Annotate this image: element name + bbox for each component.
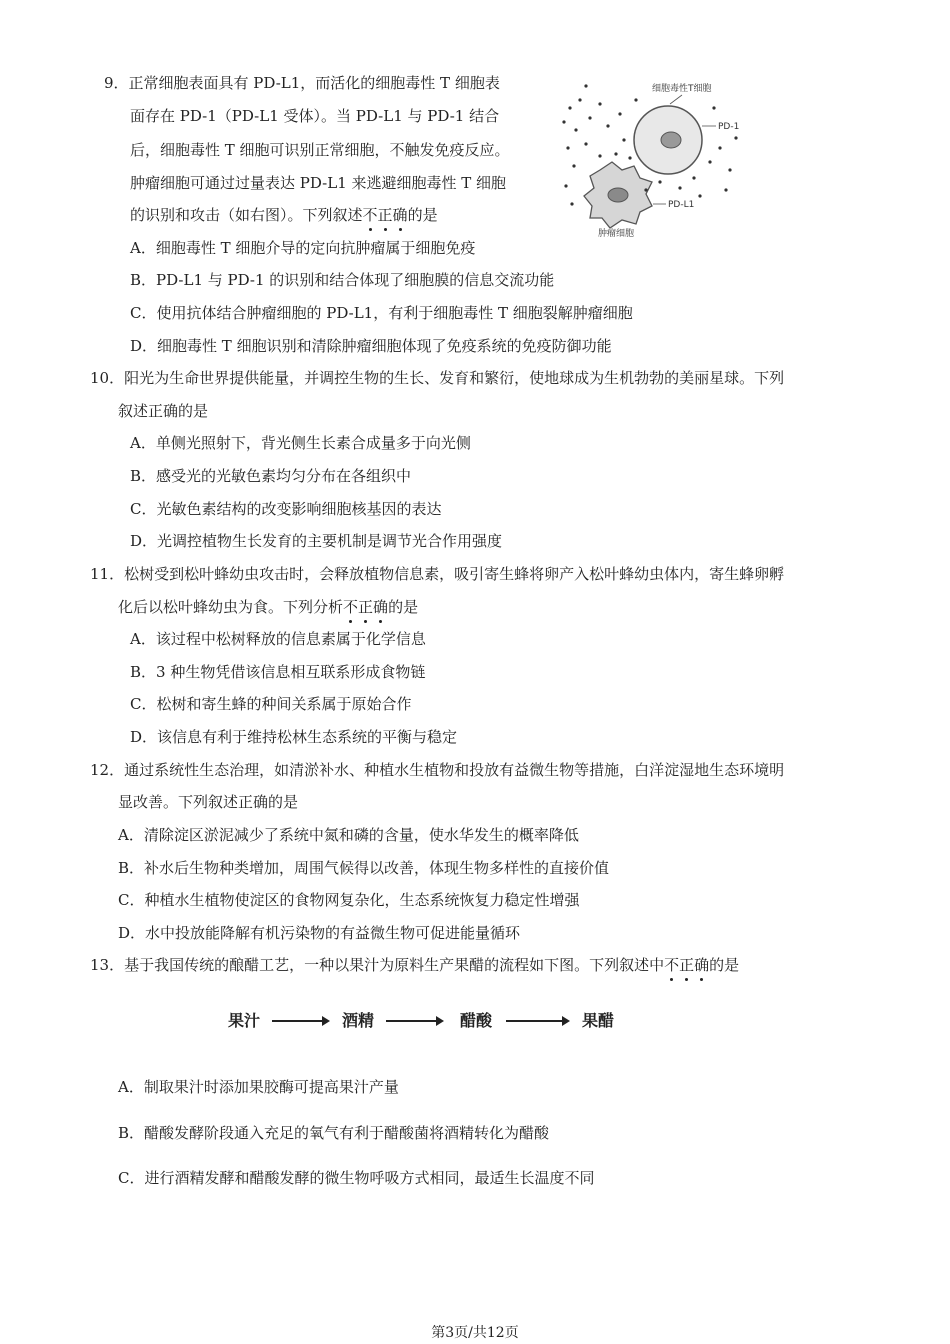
q11-option-d: D．该信息有利于维持松林生态系统的平衡与稳定 [130, 728, 458, 746]
q11-option-b: B．3 种生物凭借该信息相互联系形成食物链 [130, 663, 426, 681]
emphasis-char: 确 [694, 956, 710, 974]
pd1-label: PD-1 [718, 122, 740, 132]
q10-stem-line-2: 叙述正确的是 [118, 402, 209, 420]
q9-figure-svg [560, 78, 750, 238]
pdl1-label: PD-L1 [668, 200, 695, 210]
q10-option-c: C．光敏色素结构的改变影响细胞核基因的表达 [130, 500, 442, 518]
q10-stem-line-1: 10．阳光为生命世界提供能量，并调控生物的生长、发育和繁衍，使地球成为生机勃勃的美丽星球。下列 [90, 369, 785, 387]
q12-stem-line-1: 12．通过系统性生态治理，如清淤补水、种植水生植物和投放有益微生物等措施，白洋淀湿地生态环境明 [90, 761, 785, 779]
emphasis-char: 正 [377, 206, 393, 224]
flow-step-alcohol: 酒精 [342, 1011, 375, 1030]
q13-emphasis [664, 956, 709, 974]
emphasis-char: 确 [373, 598, 389, 616]
flow-step-juice: 果汁 [228, 1011, 261, 1030]
q12-option-b: B．补水后生物种类增加，周围气候得以改善，体现生物多样性的直接价值 [118, 859, 610, 877]
q10-option-b: B．感受光的光敏色素均匀分布在各组织中 [130, 467, 412, 485]
q12-option-a: A．清除淀区淤泥减少了系统中氮和磷的含量，使水华发生的概率降低 [118, 826, 579, 844]
q9-stem-line-5: 的识别和攻击（如右图）。下列叙述不正确的是 [130, 206, 438, 224]
q9-stem-line-3: 后，细胞毒性 T 细胞可识别正常细胞，不触发免疫反应。 [130, 141, 510, 159]
t-cell-label: 细胞毒性T细胞 [652, 84, 712, 94]
flow-arrow-3 [506, 1020, 568, 1022]
q13-option-c: C．进行酒精发酵和醋酸发酵的微生物呼吸方式相同，最适生长温度不同 [118, 1169, 595, 1187]
flow-step-acetic-acid: 醋酸 [460, 1011, 493, 1030]
q11-emphasis [343, 598, 388, 616]
tumor-label: 肿瘤细胞 [598, 229, 635, 238]
q9-figure [560, 78, 750, 238]
q11-stem-line-2: 化后以松叶蜂幼虫为食。下列分析不正确的是 [118, 598, 419, 616]
q13-option-b: B．醋酸发酵阶段通入充足的氧气有利于醋酸菌将酒精转化为醋酸 [118, 1124, 550, 1142]
q13-stem: 13．基于我国传统的酿醋工艺，一种以果汁为原料生产果醋的流程如下图。下列叙述中不正确的是 [90, 956, 740, 974]
q9-option-a: A．细胞毒性 T 细胞介导的定向抗肿瘤属于细胞免疫 [130, 239, 476, 257]
emphasis-char: 不 [362, 206, 378, 224]
emphasis-char: 正 [358, 598, 374, 616]
q12-option-c: C．种植水生植物使淀区的食物网复杂化，生态系统恢复力稳定性增强 [118, 891, 580, 909]
flow-arrow-2 [386, 1020, 442, 1022]
q11-stem-line-1: 11．松树受到松叶蜂幼虫攻击时，会释放植物信息素，吸引寄生蜂将卵产入松叶蜂幼虫体内，寄生蜂卵孵 [90, 565, 785, 583]
q13-flow-diagram [228, 1010, 648, 1034]
q9-option-d: D．细胞毒性 T 细胞识别和清除肿瘤细胞体现了免疫系统的免疫防御功能 [130, 337, 612, 355]
q12-stem-line-2: 显改善。下列叙述正确的是 [118, 793, 299, 811]
q9-stem-line-1: 9．正常细胞表面具有 PD-L1，而活化的细胞毒性 T 细胞表 [104, 74, 500, 92]
emphasis-char: 正 [679, 956, 695, 974]
q12-option-d: D．水中投放能降解有机污染物的有益微生物可促进能量循环 [118, 924, 521, 942]
q9-stem-line-2: 面存在 PD-1（PD-L1 受体）。当 PD-L1 与 PD-1 结合 [130, 107, 500, 125]
q9-option-c: C．使用抗体结合肿瘤细胞的 PD-L1，有利于细胞毒性 T 细胞裂解肿瘤细胞 [130, 304, 633, 322]
q10-option-a: A．单侧光照射下，背光侧生长素合成量多于向光侧 [130, 434, 471, 452]
q9-option-b: B．PD-L1 与 PD-1 的识别和结合体现了细胞膜的信息交流功能 [130, 271, 555, 289]
emphasis-char: 不 [343, 598, 359, 616]
q11-option-a: A．该过程中松树释放的信息素属于化学信息 [130, 630, 426, 648]
flow-step-fruit-vinegar: 果醋 [582, 1011, 615, 1030]
q9-stem-line-4: 肿瘤细胞可通过过量表达 PD-L1 来逃避细胞毒性 T 细胞 [130, 174, 507, 192]
flow-arrow-1 [272, 1020, 328, 1022]
q9-emphasis [363, 206, 408, 224]
emphasis-char: 不 [664, 956, 680, 974]
q13-option-a: A．制取果汁时添加果胶酶可提高果汁产量 [118, 1078, 399, 1096]
emphasis-char: 确 [392, 206, 408, 224]
tumor-nucleus [608, 188, 628, 202]
page-number-footer: 第3页/共12页 [431, 1325, 519, 1341]
q10-option-d: D．光调控植物生长发育的主要机制是调节光合作用强度 [130, 532, 503, 550]
t-cell-nucleus [661, 132, 681, 148]
q11-option-c: C．松树和寄生蜂的种间关系属于原始合作 [130, 695, 412, 713]
